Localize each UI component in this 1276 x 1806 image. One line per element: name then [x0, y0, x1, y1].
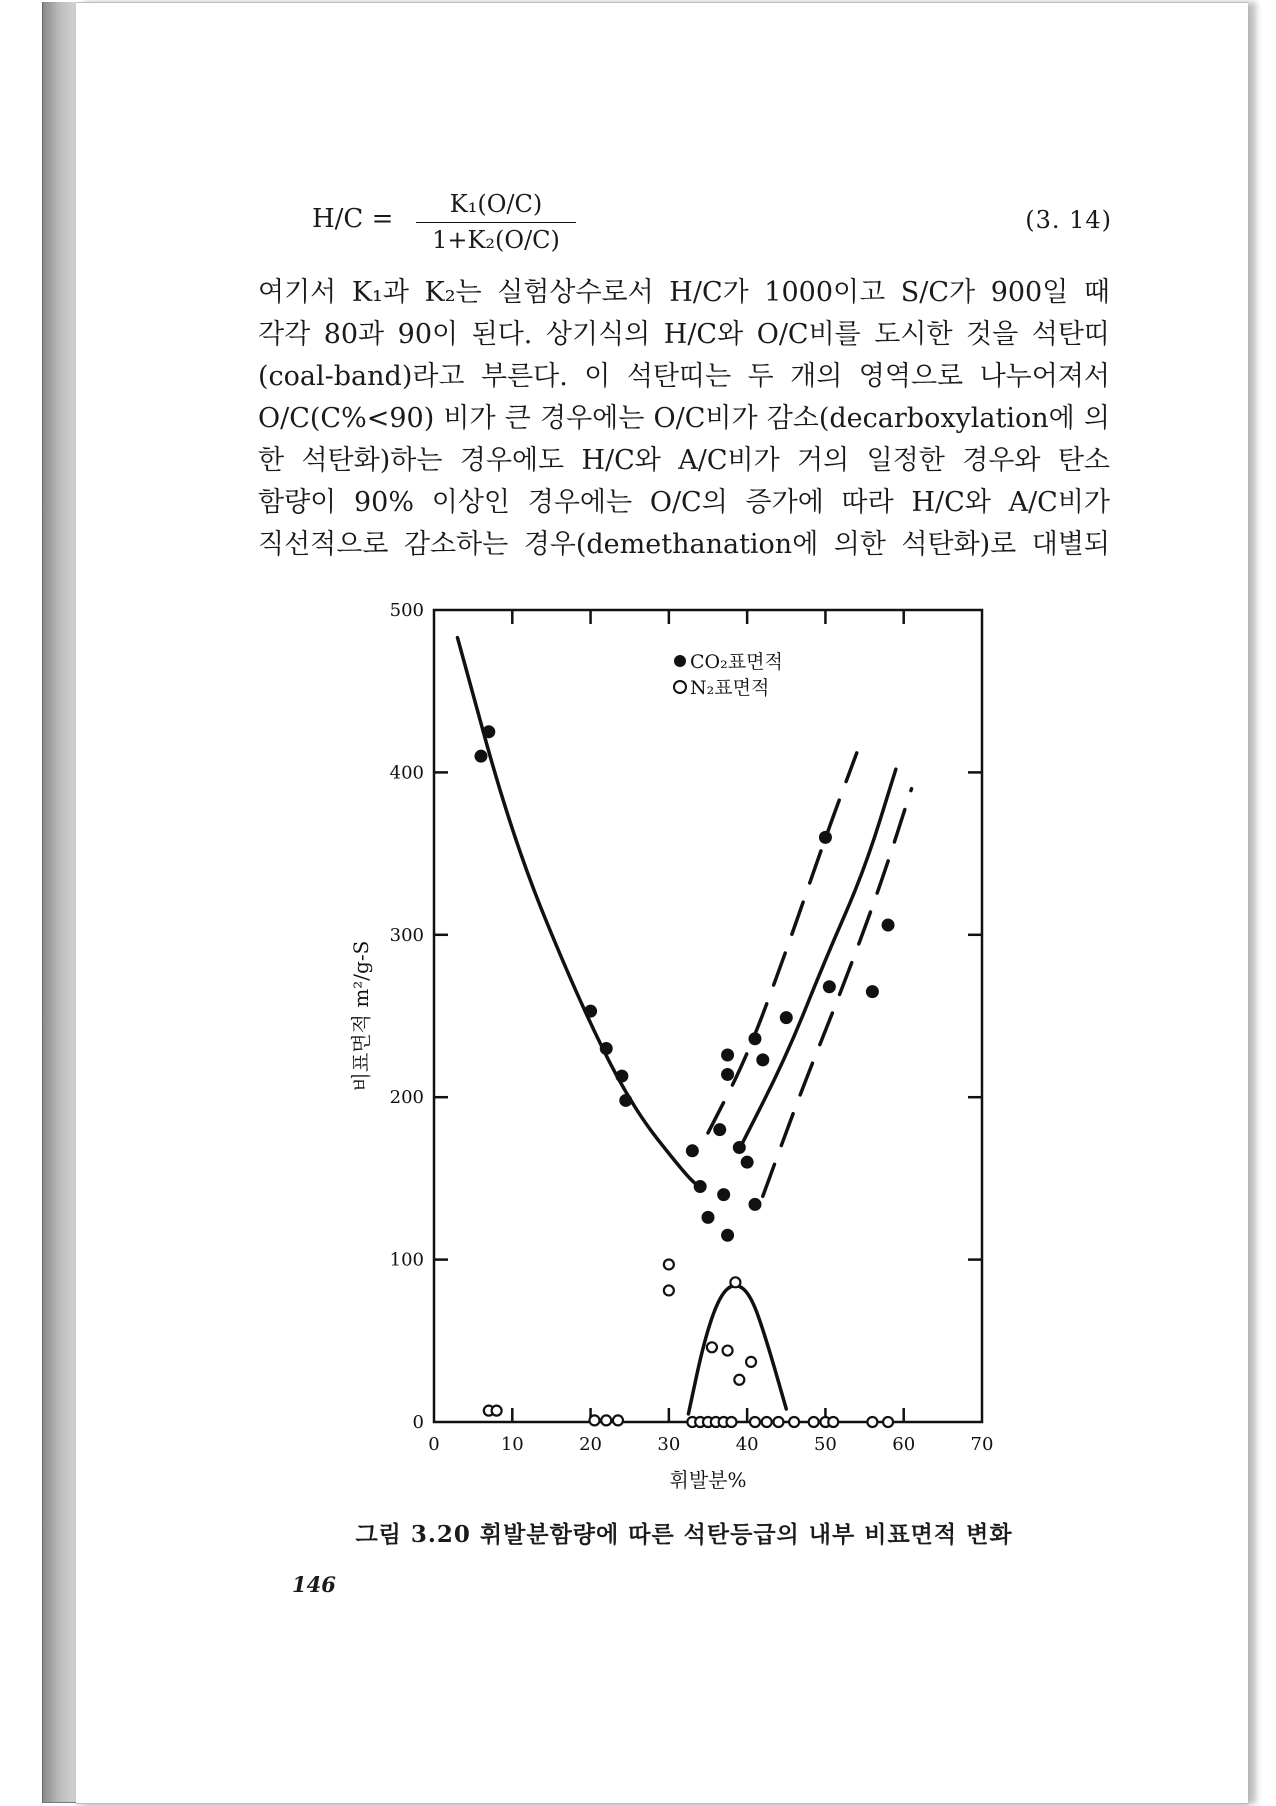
x-tick-label: 50 [813, 1434, 837, 1455]
x-tick-label: 60 [892, 1434, 916, 1455]
x-tick-label: 30 [657, 1434, 681, 1455]
paragraph-line: (coal-band)라고 부른다. 이 석탄띠는 두 개의 영역으로 나누어져서 [258, 361, 1110, 392]
x-tick-label: 40 [735, 1434, 759, 1455]
paragraph-line: 한 석탄화)하는 경우에도 H/C와 A/C비가 거의 일정한 경우와 탄소 [258, 445, 1110, 476]
equation-number: (3. 14) [1025, 206, 1112, 234]
equation-denominator: 1+K₂(O/C) [432, 226, 560, 254]
paragraph-line: 함량이 90% 이상인 경우에는 O/C의 증가에 따라 H/C와 A/C비가 [258, 487, 1110, 518]
y-tick-label: 100 [389, 1249, 424, 1271]
x-tick-label: 10 [500, 1434, 524, 1455]
legend-label-n2: N₂표면적 [690, 677, 770, 699]
x-axis-label: 휘발분% [669, 1468, 747, 1492]
equation-lhs: H/C = [312, 204, 394, 234]
equation-numerator: K₁(O/C) [449, 190, 543, 218]
y-tick-label: 300 [389, 924, 424, 946]
x-tick-label: 0 [428, 1434, 440, 1455]
paragraph-line: O/C(C%<90) 비가 큰 경우에는 O/C비가 감소(decarboxylation에 의 [258, 403, 1110, 434]
y-tick-label: 400 [389, 762, 424, 784]
paragraph-line: 여기서 K₁과 K₂는 실험상수로서 H/C가 1000이고 S/C가 900일 때 [258, 277, 1110, 308]
legend-label-co2: CO₂표면적 [690, 651, 783, 673]
paragraph-line: 각각 80과 90이 된다. 상기식의 H/C와 O/C비를 도시한 것을 석탄띠 [258, 319, 1110, 350]
equation-fraction [416, 190, 576, 254]
x-tick-label: 70 [970, 1434, 994, 1455]
book-edge [42, 2, 77, 1803]
x-tick-label: 20 [579, 1434, 603, 1455]
y-axis-label: 비표면적 m²/g-S [349, 940, 373, 1092]
fraction-bar [416, 222, 576, 223]
y-tick-label: 0 [412, 1412, 424, 1433]
page-number: 146 [292, 1572, 336, 1597]
paragraph-line: 직선적으로 감소하는 경우(demethanation에 의한 석탄화)로 대별되 [258, 529, 1110, 560]
y-tick-label: 500 [389, 600, 424, 621]
figure-caption: 그림 3.20 휘발분함량에 따른 석탄등급의 내부 비표면적 변화 [355, 1521, 1013, 1548]
body-paragraph [258, 272, 1110, 566]
equation [312, 190, 1112, 254]
y-tick-label: 200 [389, 1087, 424, 1109]
